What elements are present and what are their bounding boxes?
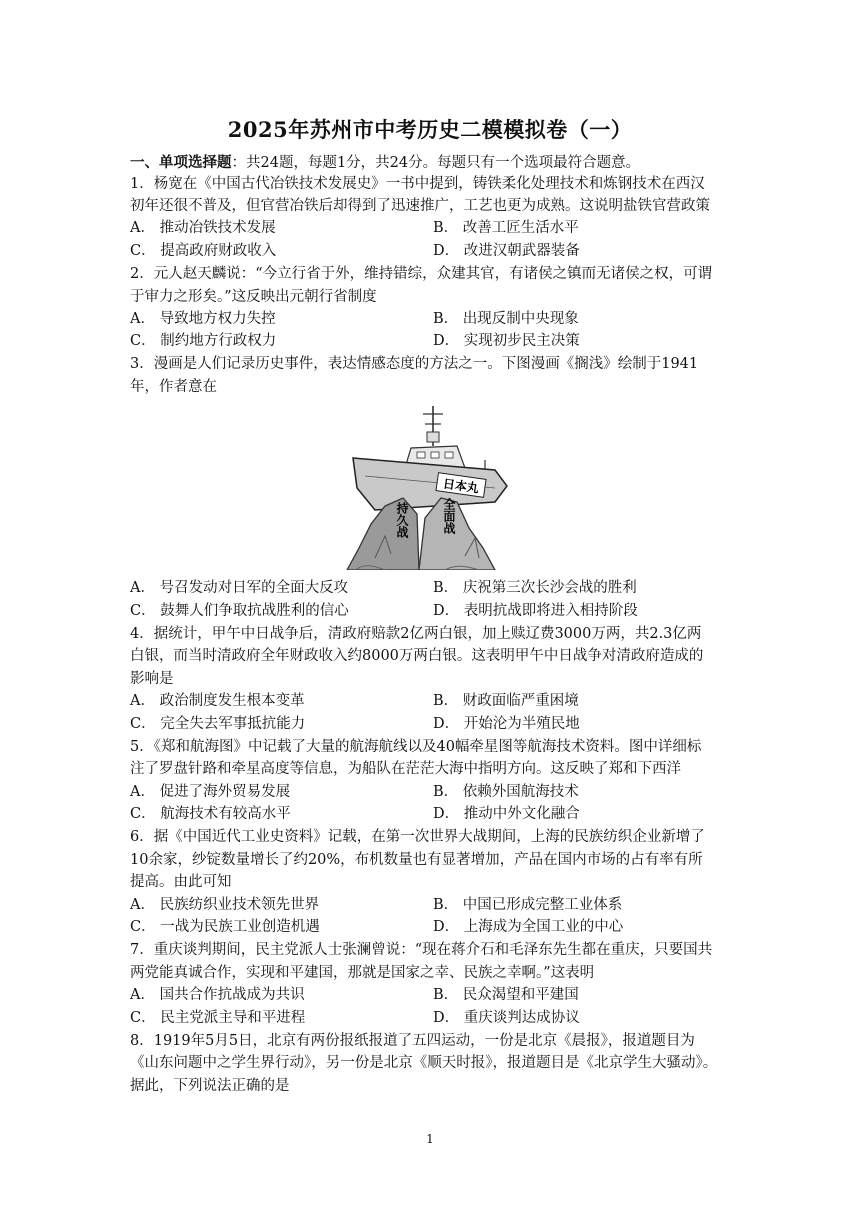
- page-title: 2025年苏州市中考历史二模模拟卷（一）: [227, 117, 633, 142]
- q4-line-2: 白银，而当时清政府全年财政收入约8000万两白银。这表明甲午中日战争对清政府造成的: [130, 648, 704, 664]
- q1-option-a: A． 推动冶铁技术发展: [130, 220, 276, 236]
- q8-line-3: 据此，下列说法正确的是: [130, 1078, 290, 1094]
- q4-line-3: 影响是: [130, 671, 174, 687]
- q5-option-b: B． 依赖外国航海技术: [433, 784, 579, 800]
- section-label: 一、单项选择题: [130, 154, 232, 171]
- q6-option-b: B． 中国已形成完整工业体系: [433, 897, 623, 913]
- cartoon-stranded-ship: [345, 398, 515, 570]
- q6-option-c: C． 一战为民族工业创造机遇: [130, 919, 320, 935]
- q4-option-b: B． 财政面临严重困境: [433, 693, 579, 709]
- q1-line-2: 初年还很不普及，但官营冶铁后却得到了迅速推广，工艺也更为成熟。这说明盐铁官营政策: [130, 198, 710, 214]
- q3-option-d: D． 表明抗战即将进入相持阶段: [433, 603, 638, 619]
- q5-option-c: C． 航海技术有较高水平: [130, 806, 291, 822]
- q2-line-2: 于审力之形矣。”这反映出元朝行省制度: [130, 289, 377, 305]
- q4-line-1: 4．据统计，甲午中日战争后，清政府赔款2亿两白银，加上赎辽费3000万两，共2.3亿两: [130, 626, 702, 642]
- q6-line-3: 提高。由此可知: [130, 874, 232, 890]
- q5-line-1: 5．《郑和航海图》中记载了大量的航海航线以及40幅牵星图等航海技术资料。图中详细标: [130, 739, 702, 755]
- q8-line-2: 《山东问题中之学生界行动》，另一份是北京《顺天时报》，报道题目是《北京学生大骚动》。: [130, 1055, 718, 1071]
- q2-option-d: D． 实现初步民主决策: [433, 333, 580, 349]
- q7-option-d: D． 重庆谈判达成协议: [433, 1010, 580, 1026]
- q3-option-b: B． 庆祝第三次长沙会战的胜利: [433, 580, 637, 596]
- q2-option-c: C． 制约地方行政权力: [130, 333, 277, 349]
- section-desc: ：共24题，每题1分，共24分。每题只有一个选项最符合题意。: [231, 155, 641, 171]
- q4-option-d: D． 开始沦为半殖民地: [433, 716, 580, 732]
- q6-option-d: D． 上海成为全国工业的中心: [433, 919, 624, 935]
- q1-option-b: B． 改善工匠生活水平: [433, 220, 579, 236]
- q3-option-a: A． 号召发动对日军的全面大反攻: [130, 580, 349, 596]
- q7-line-2: 两党能真诚合作，实现和平建国，那就是国家之幸、民族之幸啊。”这表明: [130, 965, 595, 981]
- q7-option-b: B． 民众渴望和平建国: [433, 987, 579, 1003]
- q2-option-a: A． 导致地方权力失控: [130, 311, 276, 327]
- q1-line-1: 1．杨宽在《中国古代冶铁技术发展史》一书中提到，铸铁柔化处理技术和炼钢技术在西汉: [130, 176, 705, 192]
- page-number: 1: [426, 1132, 434, 1146]
- q6-line-2: 10余家，纱锭数量增长了约20%，布机数量也有显著增加，产品在国内市场的占有率有所: [130, 852, 703, 868]
- q5-option-a: A． 促进了海外贸易发展: [130, 784, 291, 800]
- q2-option-b: B． 出现反制中央现象: [433, 311, 579, 327]
- q5-option-d: D． 推动中外文化融合: [433, 806, 580, 822]
- q4-option-c: C． 完全失去军事抵抗能力: [130, 716, 306, 732]
- q6-line-1: 6．据《中国近代工业史资料》记载，在第一次世界大战期间，上海的民族纺织企业新增了: [130, 829, 705, 845]
- q1-option-c: C． 提高政府财政收入: [130, 243, 277, 259]
- q6-option-a: A． 民族纺织业技术领先世界: [130, 897, 320, 913]
- q5-line-2: 注了罗盘针路和牵星高度等信息，为船队在茫茫大海中指明方向。这反映了郑和下西洋: [130, 761, 681, 777]
- q2-line-1: 2．元人赵天麟说：“今立行省于外，维持错综，众建其官，有诸侯之镇而无诸侯之权，可谓: [130, 266, 713, 282]
- q8-line-1: 8．1919年5月5日，北京有两份报纸报道了五四运动，一份是北京《晨报》，报道题目为: [130, 1033, 695, 1049]
- section-heading: [130, 151, 640, 172]
- q3-line-1: 3．漫画是人们记录历史事件，表达情感态度的方法之一。下图漫画《搁浅》绘制于1941: [130, 356, 699, 372]
- ship-name-label: 日本丸: [442, 476, 480, 496]
- rock-label-left: 持久战: [395, 502, 409, 538]
- rock-label-right: 全面战: [442, 498, 456, 534]
- q4-option-a: A． 政治制度发生根本变革: [130, 693, 305, 709]
- q3-option-c: C． 鼓舞人们争取抗战胜利的信心: [130, 603, 349, 619]
- q1-option-d: D． 改进汉朝武器装备: [433, 243, 580, 259]
- q3-line-2: 年，作者意在: [130, 379, 217, 395]
- q7-option-a: A． 国共合作抗战成为共识: [130, 987, 305, 1003]
- q7-option-c: C． 民主党派主导和平进程: [130, 1010, 306, 1026]
- q7-line-1: 7．重庆谈判期间，民主党派人士张澜曾说：“现在蒋介石和毛泽东先生都在重庆，只要国共: [130, 942, 713, 958]
